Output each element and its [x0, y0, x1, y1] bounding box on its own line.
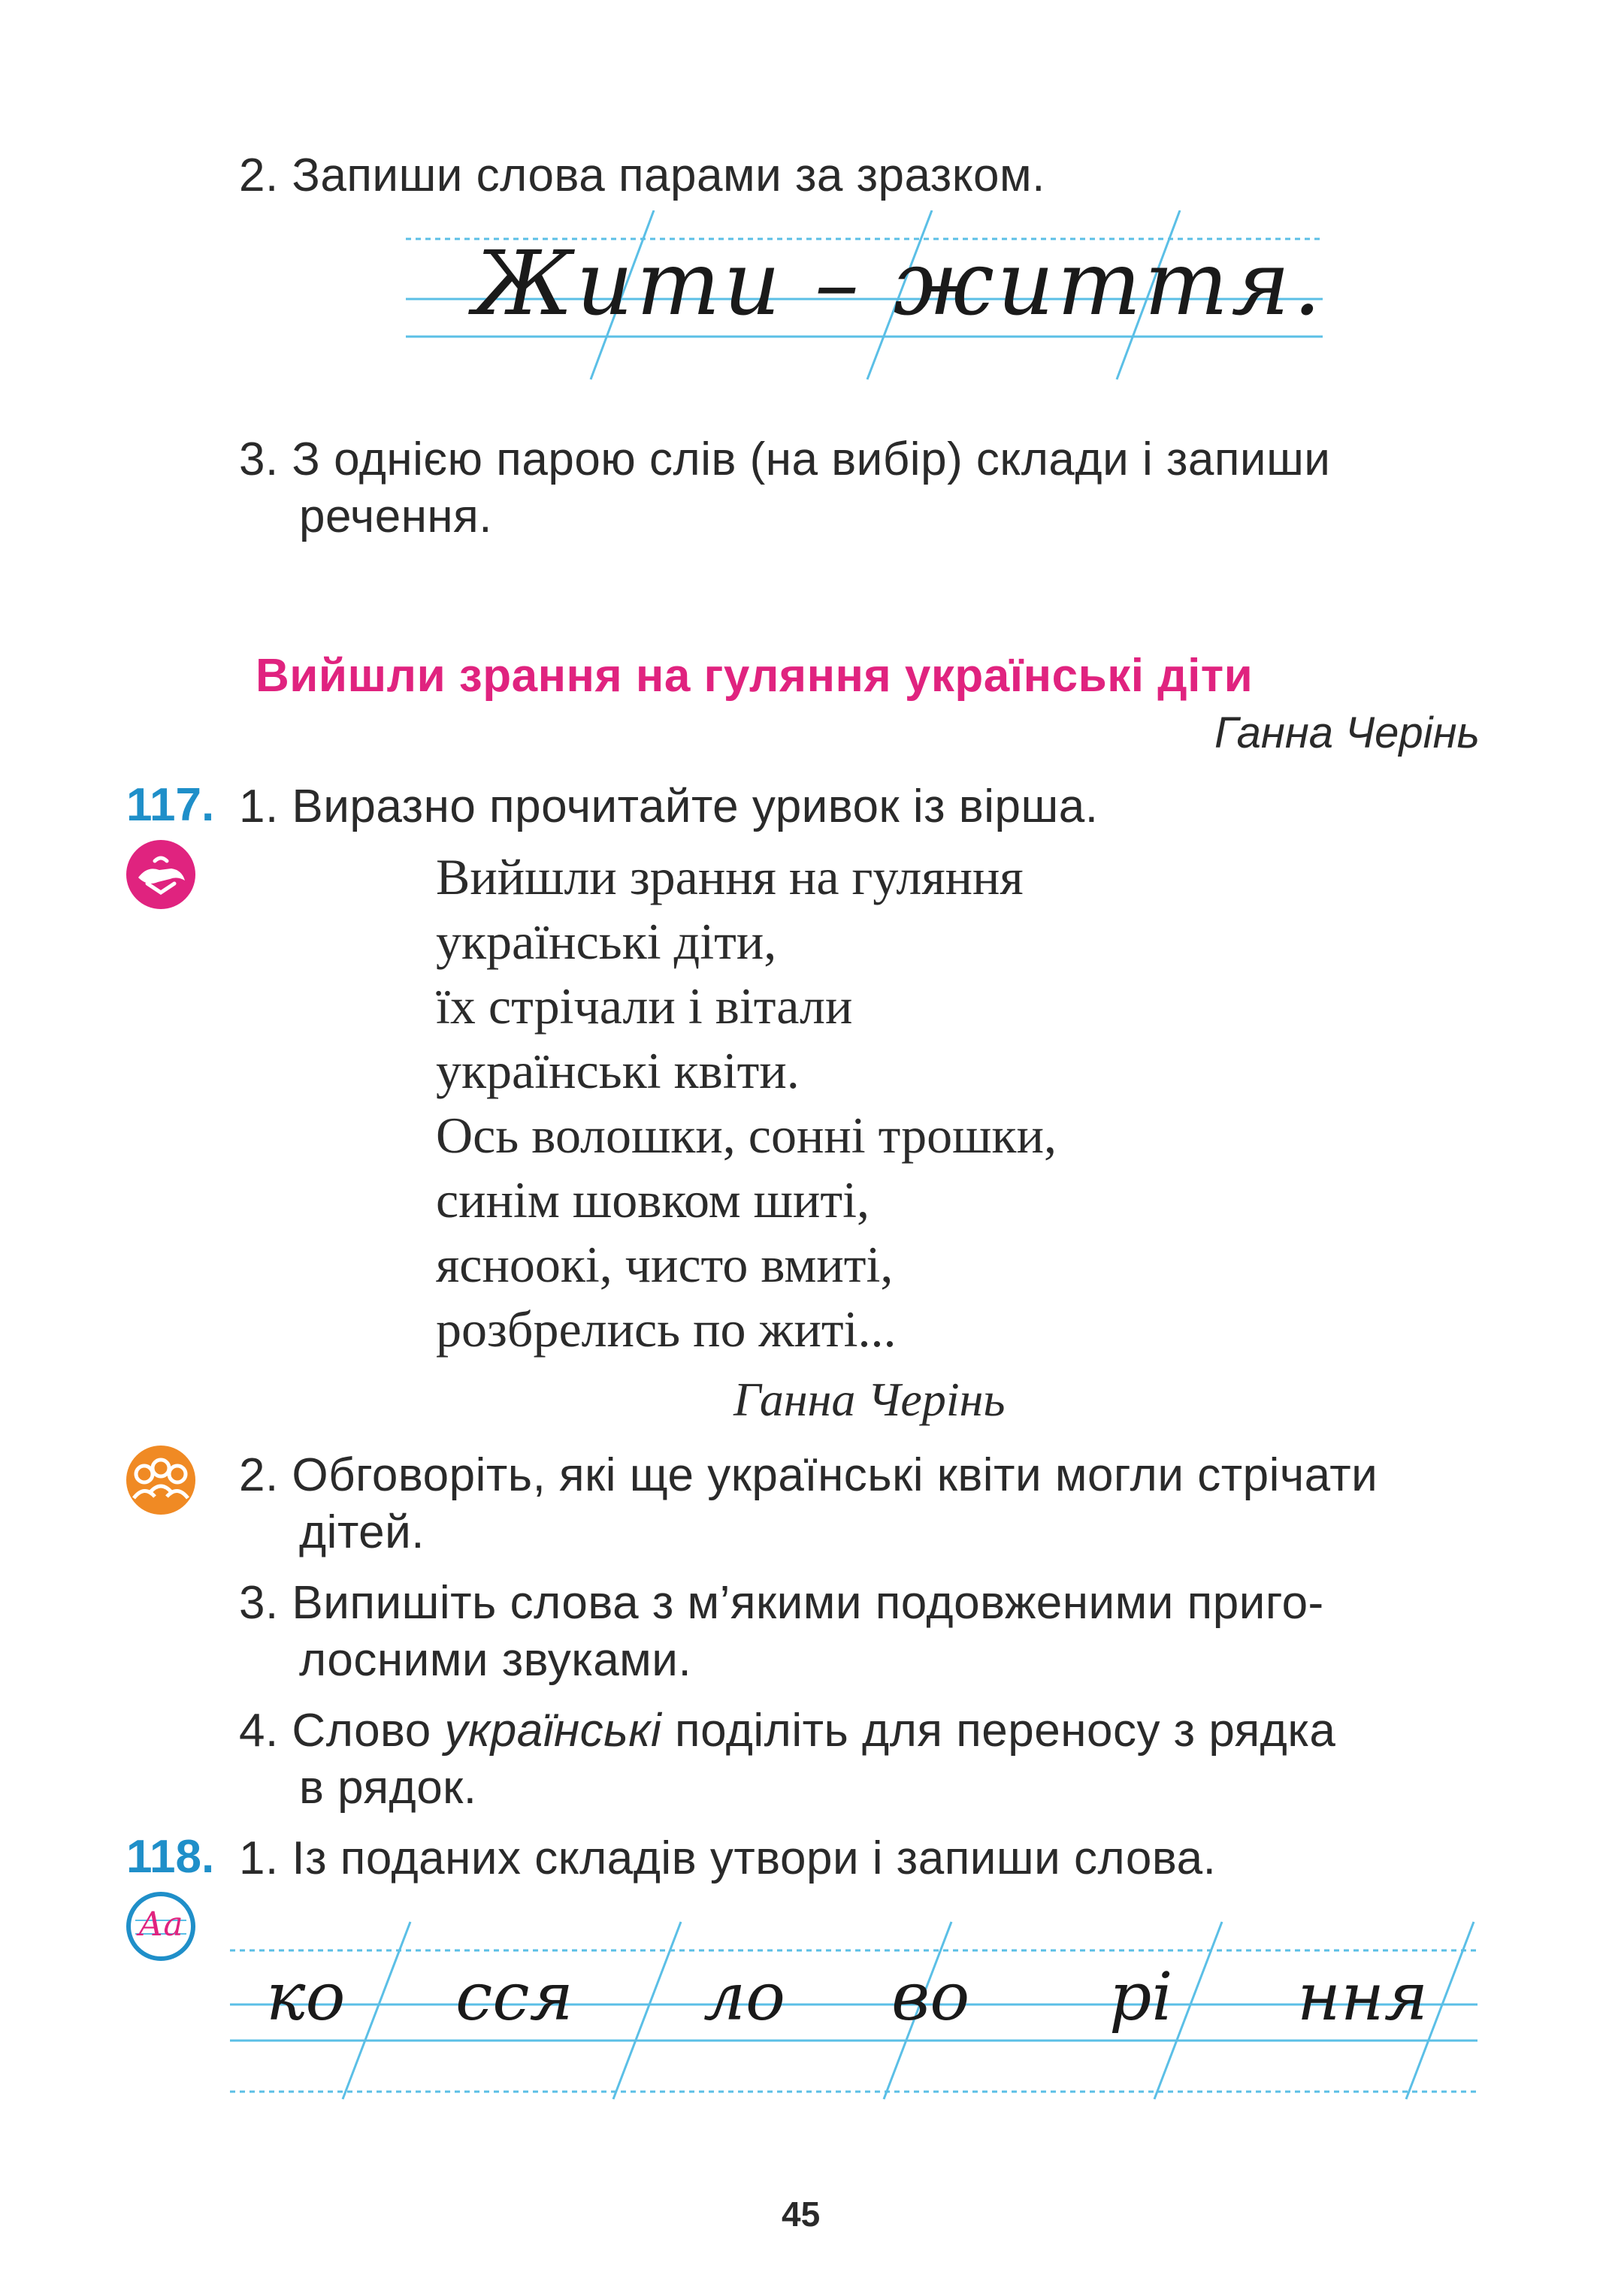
syllable-writing-lines	[230, 1920, 1477, 2101]
syllable: ло	[703, 1958, 786, 2035]
task-4-emphasis-word: українські	[444, 1705, 662, 1757]
section-title: Вийшли зрання на гуляння українські діти	[256, 650, 1254, 702]
task-3-line-2: речення.	[299, 491, 492, 542]
ex117-task-4-line-2: в рядок.	[299, 1762, 477, 1814]
title-author: Ганна Черінь	[1214, 708, 1480, 757]
poem-line: українські квіти.	[436, 1042, 800, 1099]
read-together-icon	[125, 838, 197, 911]
task-4-prefix: 4. Слово	[239, 1705, 445, 1757]
exercise-117-number: 117.	[126, 779, 215, 831]
task-4-suffix: поділіть для переносу з рядка	[661, 1705, 1336, 1757]
page-number: 45	[782, 2195, 821, 2234]
syllable: ння	[1297, 1958, 1429, 2035]
exercise-118-number: 118.	[126, 1831, 215, 1883]
ex117-task-1: 1. Виразно прочитайте уривок із вірша.	[239, 781, 1099, 832]
syllable: во	[891, 1958, 970, 2035]
task-2-text: 2. Запиши слова парами за зразком.	[239, 150, 1045, 201]
handwriting-sample-row	[398, 210, 1330, 383]
poem-author: Ганна Черінь	[733, 1373, 1006, 1426]
poem-line: синім шовком шиті,	[436, 1171, 870, 1228]
ex117-task-2-line-1: 2. Обговоріть, які ще українські квіти могли стрічати	[239, 1449, 1378, 1501]
writing-icon	[125, 1890, 197, 1962]
poem-line: українські діти,	[436, 913, 777, 970]
ex117-task-2-line-2: дітей.	[299, 1506, 425, 1558]
writing-icon-letters: Аа	[138, 1905, 183, 1944]
ex117-task-3-line-2: лосними звуками.	[299, 1634, 692, 1686]
poem-line: Вийшли зрання на гуляння	[436, 848, 1024, 905]
ex117-task-4-line-1	[239, 1702, 1335, 1760]
task-3-line-1: 3. З однією парою слів (на вибір) склади і запиши	[239, 434, 1331, 485]
syllable: сся	[455, 1958, 573, 2035]
handwriting-sample-text: Жити – життя.	[473, 231, 1325, 335]
syllable: рі	[1109, 1958, 1173, 2035]
poem-line: Ось волошки, сонні трошки,	[436, 1107, 1057, 1164]
poem-line: ясноокі, чисто вмиті,	[436, 1236, 894, 1293]
poem-line: розбрелись по житі...	[436, 1301, 897, 1358]
ex117-task-3-line-1: 3. Випишіть слова з м’якими подовженими приго-	[239, 1577, 1324, 1629]
poem	[436, 844, 1057, 1361]
discuss-group-icon	[125, 1444, 197, 1516]
poem-line: їх стрічали і вітали	[436, 977, 853, 1035]
syllables-writing-row	[230, 1920, 1477, 2101]
ex118-task-1: 1. Із поданих складів утвори і запиши слова.	[239, 1832, 1217, 1884]
syllable: ко	[266, 1958, 346, 2035]
